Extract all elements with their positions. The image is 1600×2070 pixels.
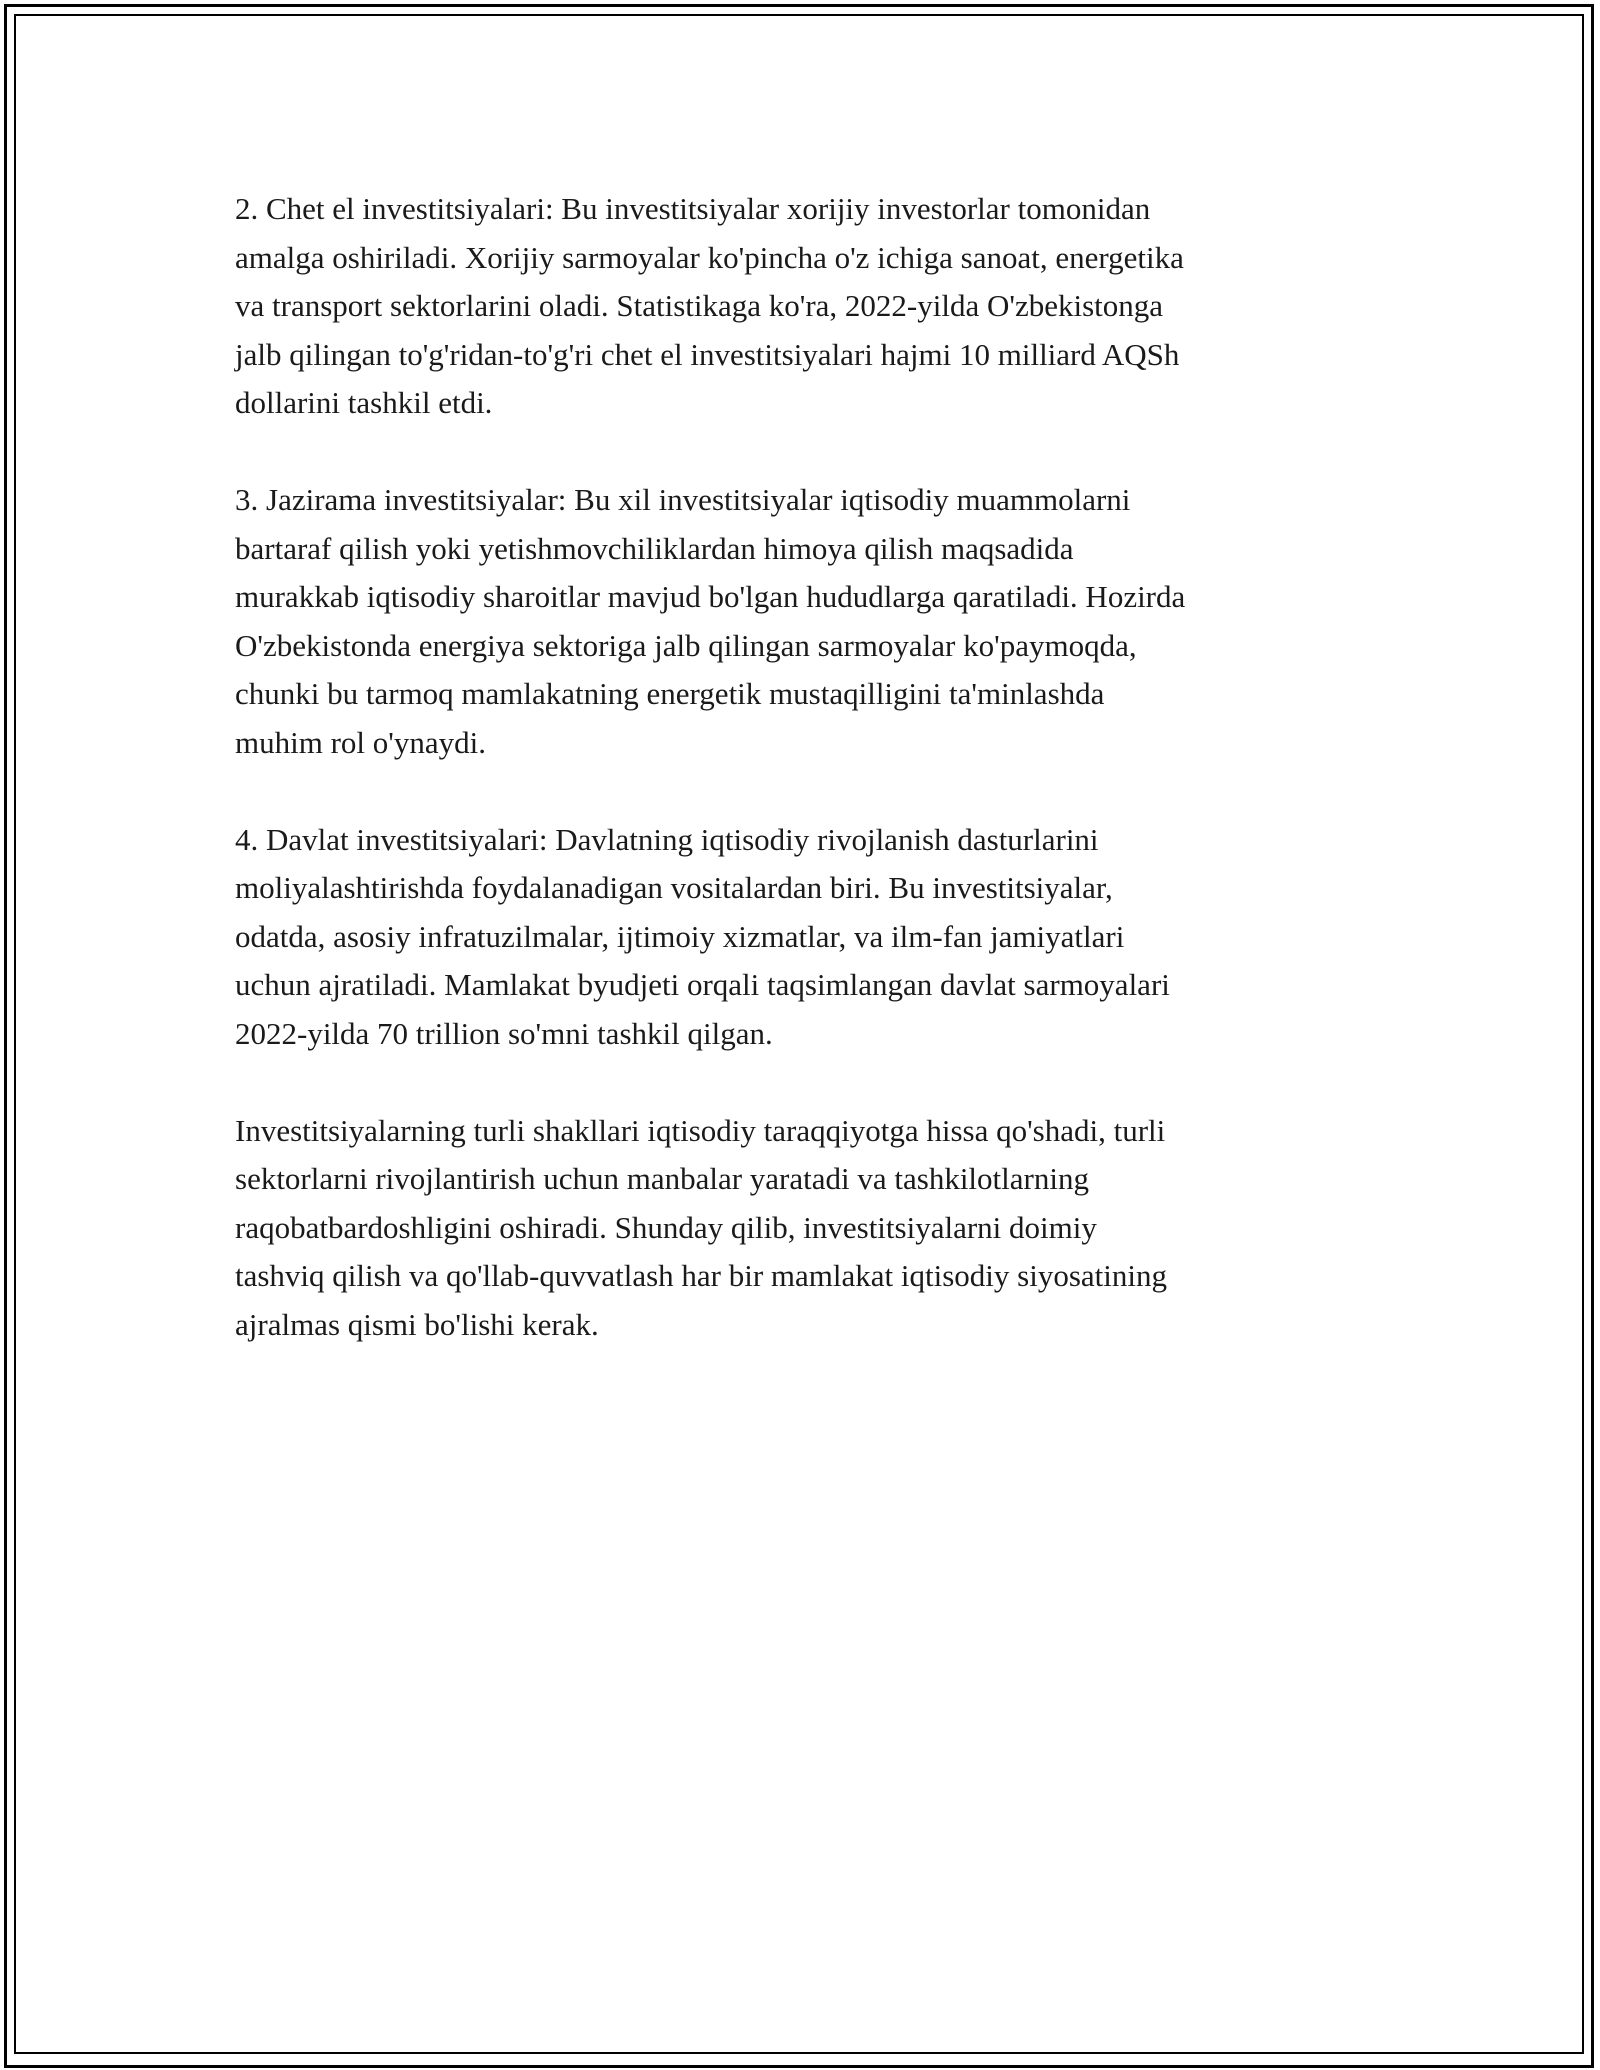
paragraph-foreign-investments: 2. Chet el investitsiyalari: Bu investitsiyalar xorijiy investorlar tomonidan amalga oshiriladi. Xorijiy sarmoyalar ko'pincha o'z ichiga sanoat, energetika va transport sektorlarini oladi. Statistikaga ko'ra, 2022-yilda O'zbekistonga jalb qilingan to'g'ridan-to'g'ri chet el investitsiyalari hajmi 10 milliard AQSh dollarini tashkil etdi. <box>235 191 1184 420</box>
paragraph-state-investments: 4. Davlat investitsiyalari: Davlatning iqtisodiy rivojlanish dasturlarini moliyalashtirishda foydalanadigan vositalardan biri. Bu investitsiyalar, odatda, asosiy infratuzilmalar, ijtimoiy xizmatlar, va ilm-fan jamiyatlari uchun ajratiladi. Mamlakat byudjeti orqali taqsimlangan davlat sarmoyalari 2022-yilda 70 trillion so'mni tashkil qilgan. <box>235 821 1170 1051</box>
paragraph-conclusion: Investitsiyalarning turli shakllari iqtisodiy taraqqiyotga hissa qo'shadi, turli sektorlarni rivojlantirish uchun manbalar yaratadi va tashkilotlarning raqobatbardoshligini oshiradi. Shunday qilib, investitsiyalarni doimiy tashviq qilish va qo'llab-quvvatlash har bir mamlakat iqtisodiy siyosatining ajralmas qismi bo'lishi kerak. <box>235 1112 1168 1342</box>
document-body <box>235 185 1380 1398</box>
paragraph-jazirama-investments: 3. Jazirama investitsiyalar: Bu xil investitsiyalar iqtisodiy muammolarni bartaraf qilish yoki yetishmovchiliklardan himoya qilish maqsadida murakkab iqtisodiy sharoitlar mavjud bo'lgan hududlarga qaratiladi. Hozirda O'zbekistonda energiya sektoriga jalb qilingan sarmoyalar ko'paymoqda, chunki bu tarmoq mamlakatning energetik mustaqilligini ta'minlashda muhim rol o'ynaydi. <box>235 482 1186 760</box>
